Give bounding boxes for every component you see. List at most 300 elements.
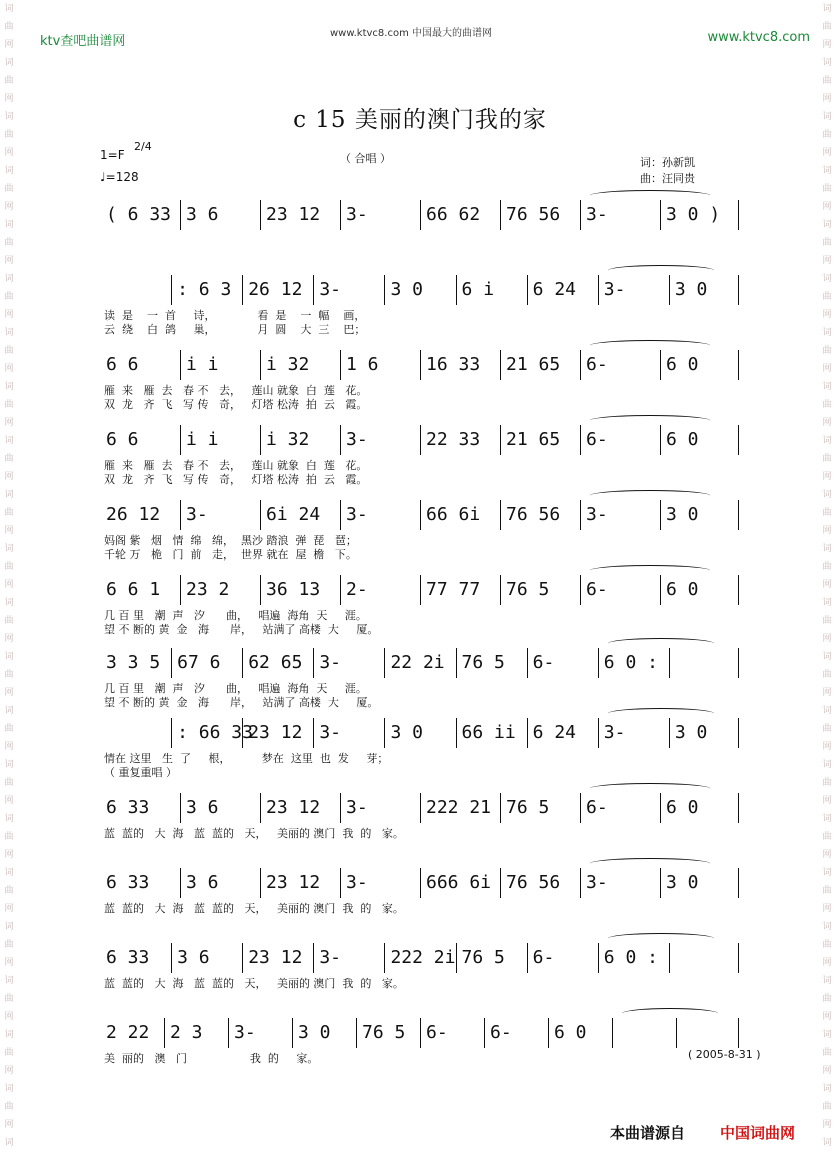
watermark-char: 词 — [822, 112, 832, 122]
measure-notes: 26 12 — [248, 279, 303, 300]
measure-notes: 6 0 — [666, 354, 699, 375]
watermark-char: 曲 — [4, 238, 14, 248]
bar-line — [180, 500, 181, 530]
watermark-char: 词 — [4, 976, 14, 986]
bar-line — [598, 648, 599, 678]
lyric-line-1: 蓝 蓝的 大 海 蓝 蓝的 天， 美丽的 澳门 我 的 家。 — [104, 977, 404, 990]
header-site-link-right[interactable]: www.ktvc8.com — [707, 30, 810, 45]
footer-source-label: 本曲谱源自 — [610, 1124, 686, 1142]
bar-line — [500, 500, 501, 530]
lyric-line-1: 雁 来 雁 去 春 不 去， 莲山 就象 白 莲 花。 — [104, 459, 368, 472]
measure-notes: 3- — [319, 947, 342, 968]
tie-arc — [590, 783, 710, 794]
watermark-char: 词 — [4, 1030, 14, 1040]
bar-line — [580, 425, 581, 455]
bar-line — [660, 200, 661, 230]
bar-line — [660, 868, 661, 898]
measure-notes: 76 56 — [506, 204, 561, 225]
watermark-char: 网 — [4, 526, 14, 536]
measure-notes: 66 ii — [461, 722, 516, 743]
watermark-char: 网 — [4, 634, 14, 644]
watermark-char: 词 — [822, 868, 832, 878]
bar-line — [340, 425, 341, 455]
lyric-line-1: 美 丽的 澳 门 我 的 家。 — [104, 1052, 319, 1065]
lyric-line-1: 几 百 里 潮 声 汐 曲， 唱遍 海角 天 涯。 — [104, 609, 367, 622]
measure-notes: 6 24 — [532, 279, 577, 300]
watermark-char: 词 — [4, 706, 14, 716]
watermark-char: 词 — [822, 382, 832, 392]
watermark-char: 词 — [822, 4, 832, 14]
watermark-char: 词 — [4, 760, 14, 770]
bar-line — [500, 793, 501, 823]
watermark-char: 词 — [822, 490, 832, 500]
bar-line — [180, 793, 181, 823]
measure-notes: 3- — [234, 1022, 256, 1043]
watermark-char: 网 — [4, 904, 14, 914]
measure-notes: 6 6 1 — [106, 579, 161, 600]
bar-line — [580, 500, 581, 530]
bar-line — [356, 1018, 357, 1048]
tie-arc — [590, 490, 710, 501]
watermark-char: 曲 — [4, 562, 14, 572]
measure-notes: 3 0 ) — [666, 204, 721, 225]
bar-line — [180, 868, 181, 898]
tempo-marking: ♩=128 — [100, 170, 139, 184]
staff-line — [100, 868, 740, 898]
measure-notes: 222 2i — [390, 947, 456, 968]
measure-notes: 67 6 — [177, 652, 221, 673]
measure-notes: 3- — [346, 872, 368, 893]
watermark-char: 网 — [4, 850, 14, 860]
bar-line — [738, 500, 739, 530]
measure-notes: 6 6 — [106, 354, 139, 375]
watermark-char: 词 — [4, 814, 14, 824]
bar-line — [313, 718, 314, 748]
measure-notes: 6 6 — [106, 429, 139, 450]
measure-notes: 6- — [586, 797, 608, 818]
bar-line — [164, 1018, 165, 1048]
tie-arc — [608, 265, 715, 276]
watermark-char: 词 — [4, 1084, 14, 1094]
measure-notes: 76 56 — [506, 504, 561, 525]
watermark-char: 曲 — [4, 616, 14, 626]
measure-notes: 1 6 — [346, 354, 379, 375]
watermark-char: 网 — [4, 418, 14, 428]
watermark-char: 网 — [4, 1120, 14, 1130]
staff-line — [100, 943, 740, 973]
measure-notes: 23 12 — [266, 872, 321, 893]
tie-arc — [608, 638, 715, 649]
bar-line — [456, 943, 457, 973]
bar-line — [340, 868, 341, 898]
tie-arc — [590, 340, 710, 351]
bar-line — [340, 350, 341, 380]
watermark-char: 词 — [4, 58, 14, 68]
measure-notes: 3- — [346, 504, 368, 525]
measure-notes: 23 12 — [266, 204, 321, 225]
measure-notes: 36 13 — [266, 579, 321, 600]
measure-notes: 6 33 — [106, 947, 150, 968]
tie-arc — [590, 565, 710, 576]
watermark-char: 词 — [4, 868, 14, 878]
header-center-text: www.ktvc8.com 中国最大的曲谱网 — [330, 28, 493, 39]
bar-line — [500, 868, 501, 898]
watermark-char: 曲 — [822, 562, 832, 572]
bar-line — [669, 648, 670, 678]
watermark-char: 曲 — [822, 616, 832, 626]
measure-notes: 666 6i — [426, 872, 492, 893]
measure-notes: 6- — [532, 652, 555, 673]
measure-notes: 3 0 — [666, 872, 699, 893]
watermark-char: 词 — [4, 544, 14, 554]
bar-line — [500, 575, 501, 605]
watermark-char: 曲 — [4, 1102, 14, 1112]
watermark-char: 词 — [822, 166, 832, 176]
measure-notes: 3- — [586, 504, 608, 525]
watermark-char: 曲 — [4, 670, 14, 680]
tie-arc — [590, 858, 710, 869]
bar-line — [738, 943, 739, 973]
watermark-char: 曲 — [822, 22, 832, 32]
measure-notes: 23 12 — [248, 722, 303, 743]
key-signature: 1=F — [100, 148, 125, 162]
watermark-char: 词 — [822, 544, 832, 554]
bar-line — [260, 793, 261, 823]
bar-line — [580, 200, 581, 230]
measure-notes: 66 62 — [426, 204, 481, 225]
watermark-char: 曲 — [4, 778, 14, 788]
watermark-char: 网 — [4, 1066, 14, 1076]
bar-line — [738, 350, 739, 380]
measure-notes: 62 65 — [248, 652, 303, 673]
bar-line — [180, 575, 181, 605]
bar-line — [738, 793, 739, 823]
watermark-char: 曲 — [4, 346, 14, 356]
watermark-char: 词 — [822, 274, 832, 284]
lyric-line-1: 读 是 一 首 诗， 看 是 一 幅 画， — [104, 309, 366, 322]
watermark-char: 网 — [822, 472, 832, 482]
staff-line — [100, 350, 740, 380]
lyric-line-2: 望 不 断的 黄 金 海 岸， 站满了 高楼 大 厦。 — [104, 696, 379, 709]
watermark-char: 词 — [822, 598, 832, 608]
bar-line — [420, 350, 421, 380]
watermark-char: 曲 — [822, 886, 832, 896]
watermark-char: 曲 — [822, 832, 832, 842]
watermark-char: 网 — [822, 526, 832, 536]
lyric-line-1: 妈阁 紫 烟 情 绵 绵， 黑沙 踏浪 弹 琵 琶； — [104, 534, 357, 547]
measure-notes: 76 5 — [506, 797, 550, 818]
watermark-char: 词 — [822, 706, 832, 716]
watermark-char: 曲 — [4, 724, 14, 734]
watermark-char: 词 — [4, 220, 14, 230]
watermark-char: 曲 — [822, 184, 832, 194]
measure-notes: 76 5 — [461, 652, 505, 673]
bar-line — [669, 943, 670, 973]
watermark-char: 词 — [4, 166, 14, 176]
watermark-char: 曲 — [4, 454, 14, 464]
watermark-char: 曲 — [4, 940, 14, 950]
watermark-char: 词 — [822, 436, 832, 446]
measure-notes: : 6 3 — [177, 279, 232, 300]
watermark-char: 曲 — [822, 778, 832, 788]
watermark-char: 网 — [822, 742, 832, 752]
bar-line — [669, 275, 670, 305]
watermark-char: 网 — [822, 580, 832, 590]
bar-line — [340, 793, 341, 823]
bar-line — [660, 500, 661, 530]
left-watermark-column — [4, 0, 14, 1169]
bar-line — [420, 425, 421, 455]
measure-notes: 3- — [346, 797, 368, 818]
measure-notes: ( 6 33 — [106, 204, 172, 225]
measure-notes: 21 65 — [506, 429, 561, 450]
watermark-char: 词 — [4, 436, 14, 446]
measure-notes: 3 6 — [177, 947, 210, 968]
bar-line — [420, 793, 421, 823]
measure-notes: 3 6 — [186, 204, 219, 225]
bar-line — [260, 425, 261, 455]
watermark-char: 曲 — [4, 130, 14, 140]
bar-line — [171, 275, 172, 305]
bar-line — [660, 575, 661, 605]
measure-notes: 6 0 — [666, 429, 699, 450]
bar-line — [260, 350, 261, 380]
bar-line — [456, 275, 457, 305]
measure-notes: 3- — [346, 429, 368, 450]
watermark-char: 网 — [822, 1066, 832, 1076]
bar-line — [738, 718, 739, 748]
bar-line — [242, 718, 243, 748]
lyric-line-2: 千轮 万 桅 门 前 走， 世界 就在 屋 檐 下。 — [104, 548, 357, 561]
measure-notes: 6 i — [461, 279, 495, 300]
watermark-char: 网 — [822, 904, 832, 914]
bar-line — [384, 648, 385, 678]
measure-notes: 3- — [586, 872, 608, 893]
watermark-char: 网 — [4, 958, 14, 968]
bar-line — [612, 1018, 613, 1048]
watermark-char: 网 — [822, 634, 832, 644]
bar-line — [456, 648, 457, 678]
bar-line — [669, 718, 670, 748]
watermark-char: 曲 — [822, 238, 832, 248]
measure-notes: 6i 24 — [266, 504, 321, 525]
bar-line — [340, 575, 341, 605]
bar-line — [313, 648, 314, 678]
measure-notes: i i — [186, 354, 219, 375]
bar-line — [420, 1018, 421, 1048]
measure-notes: 3- — [186, 504, 208, 525]
tie-arc — [590, 415, 710, 426]
bar-line — [660, 350, 661, 380]
bar-line — [260, 200, 261, 230]
tie-arc — [590, 190, 710, 201]
staff-line — [100, 1018, 740, 1048]
measure-notes: i i — [186, 429, 219, 450]
watermark-char: 曲 — [822, 940, 832, 950]
bar-line — [313, 275, 314, 305]
measure-notes: 6 33 — [106, 797, 150, 818]
watermark-char: 词 — [4, 652, 14, 662]
watermark-char: 网 — [4, 94, 14, 104]
bar-line — [180, 200, 181, 230]
measure-notes: : 66 33 — [177, 722, 253, 743]
measure-notes: 3 0 — [298, 1022, 331, 1043]
measure-notes: 16 33 — [426, 354, 481, 375]
lyric-line-1: 蓝 蓝的 大 海 蓝 蓝的 天， 美丽的 澳门 我 的 家。 — [104, 827, 404, 840]
measure-notes: 6 0 — [666, 797, 699, 818]
measure-notes: 3 0 — [390, 279, 423, 300]
watermark-char: 词 — [822, 1084, 832, 1094]
bar-line — [738, 575, 739, 605]
watermark-char: 曲 — [822, 508, 832, 518]
bar-line — [420, 500, 421, 530]
bar-line — [527, 648, 528, 678]
watermark-char: 曲 — [4, 184, 14, 194]
page-title: c 15 美丽的澳门我的家 — [293, 107, 547, 133]
measure-notes: 23 12 — [266, 797, 321, 818]
staff-line — [100, 425, 740, 455]
lyric-line-1: 雁 来 雁 去 春 不 去， 莲山 就象 白 莲 花。 — [104, 384, 368, 397]
measure-notes: 3 0 — [390, 722, 423, 743]
measure-notes: 76 5 — [362, 1022, 406, 1043]
watermark-char: 网 — [822, 94, 832, 104]
measure-notes: 6- — [586, 579, 608, 600]
measure-notes: 6- — [586, 429, 608, 450]
bar-line — [738, 200, 739, 230]
bar-line — [242, 943, 243, 973]
measure-notes: 3 0 — [674, 722, 708, 743]
measure-notes: i 32 — [266, 429, 310, 450]
watermark-char: 网 — [822, 958, 832, 968]
watermark-char: 网 — [822, 850, 832, 860]
composer-credit: 曲：汪同贵 — [640, 172, 695, 185]
watermark-char: 曲 — [822, 76, 832, 86]
performance-style: （ 合唱 ） — [340, 152, 391, 165]
staff-line — [100, 200, 740, 230]
lyric-line-1: 情在 这里 生 了 根， 梦在 这里 也 发 芽； — [104, 752, 389, 765]
bar-line — [484, 1018, 485, 1048]
watermark-char: 词 — [4, 328, 14, 338]
measure-notes: 23 12 — [248, 947, 303, 968]
lyric-line-1: 几 百 里 潮 声 汐 曲， 唱遍 海角 天 涯。 — [104, 682, 367, 695]
watermark-char: 网 — [4, 1012, 14, 1022]
bar-line — [500, 425, 501, 455]
watermark-char: 网 — [822, 256, 832, 266]
watermark-char: 网 — [4, 40, 14, 50]
watermark-char: 曲 — [822, 1102, 832, 1112]
watermark-char: 网 — [4, 472, 14, 482]
bar-line — [340, 500, 341, 530]
watermark-char: 曲 — [822, 400, 832, 410]
watermark-char: 曲 — [4, 292, 14, 302]
watermark-char: 词 — [822, 328, 832, 338]
tie-arc — [608, 708, 715, 719]
measure-notes: 76 5 — [461, 947, 505, 968]
measure-notes: 3 0 — [666, 504, 699, 525]
measure-notes: 3- — [346, 204, 368, 225]
bar-line — [384, 275, 385, 305]
watermark-char: 曲 — [822, 724, 832, 734]
bar-line — [527, 943, 528, 973]
bar-line — [580, 793, 581, 823]
measure-notes: 3- — [586, 204, 608, 225]
watermark-char: 词 — [822, 220, 832, 230]
measure-notes: 6- — [586, 354, 608, 375]
watermark-char: 曲 — [822, 346, 832, 356]
watermark-char: 词 — [4, 112, 14, 122]
watermark-char: 曲 — [4, 76, 14, 86]
bar-line — [738, 275, 739, 305]
bar-line — [260, 575, 261, 605]
bar-line — [500, 200, 501, 230]
measure-notes: i 32 — [266, 354, 310, 375]
watermark-char: 词 — [822, 1138, 832, 1148]
watermark-char: 网 — [4, 256, 14, 266]
measure-notes: 6 33 — [106, 872, 150, 893]
watermark-char: 词 — [822, 922, 832, 932]
footer-source-site[interactable]: 中国词曲网 — [720, 1124, 796, 1142]
bar-line — [500, 350, 501, 380]
watermark-char: 词 — [822, 814, 832, 824]
staff-line — [100, 648, 740, 678]
watermark-char: 网 — [4, 688, 14, 698]
watermark-char: 曲 — [822, 670, 832, 680]
measure-notes: 23 2 — [186, 579, 230, 600]
bar-line — [527, 718, 528, 748]
watermark-char: 网 — [4, 742, 14, 752]
bar-line — [242, 275, 243, 305]
watermark-char: 词 — [822, 652, 832, 662]
header-site-link-left[interactable]: ktv查吧曲谱网 — [40, 34, 126, 49]
bar-line — [660, 793, 661, 823]
watermark-char: 词 — [822, 58, 832, 68]
bar-line — [180, 425, 181, 455]
watermark-char: 词 — [822, 1030, 832, 1040]
watermark-char: 曲 — [4, 1048, 14, 1058]
bar-line — [738, 1018, 739, 1048]
lyric-line-2: 望 不 断的 黄 金 海 岸， 站满了 高楼 大 厦。 — [104, 623, 379, 636]
measure-notes: 222 21 — [426, 797, 492, 818]
bar-line — [738, 648, 739, 678]
bar-line — [580, 350, 581, 380]
staff-line — [100, 575, 740, 605]
measure-notes: 6 0 : — [603, 947, 658, 968]
watermark-char: 网 — [822, 202, 832, 212]
watermark-char: 网 — [4, 364, 14, 374]
lyric-line-2: 双 龙 齐 飞 写 传 奇， 灯塔 松涛 拍 云 霞。 — [104, 398, 368, 411]
watermark-char: 曲 — [822, 994, 832, 1004]
measure-notes: 3 3 5 — [106, 652, 161, 673]
bar-line — [456, 718, 457, 748]
bar-line — [180, 350, 181, 380]
watermark-char: 词 — [4, 598, 14, 608]
watermark-char: 网 — [4, 796, 14, 806]
watermark-char: 词 — [4, 490, 14, 500]
bar-line — [384, 718, 385, 748]
measure-notes: 66 6i — [426, 504, 481, 525]
watermark-char: 曲 — [4, 22, 14, 32]
watermark-char: 曲 — [822, 454, 832, 464]
measure-notes: 6 0 — [666, 579, 699, 600]
bar-line — [260, 868, 261, 898]
measure-notes: 3 6 — [186, 797, 219, 818]
bar-line — [598, 275, 599, 305]
watermark-char: 网 — [4, 310, 14, 320]
time-signature: 2/4 — [134, 140, 152, 153]
watermark-char: 网 — [822, 148, 832, 158]
measure-notes: 76 56 — [506, 872, 561, 893]
bar-line — [242, 648, 243, 678]
